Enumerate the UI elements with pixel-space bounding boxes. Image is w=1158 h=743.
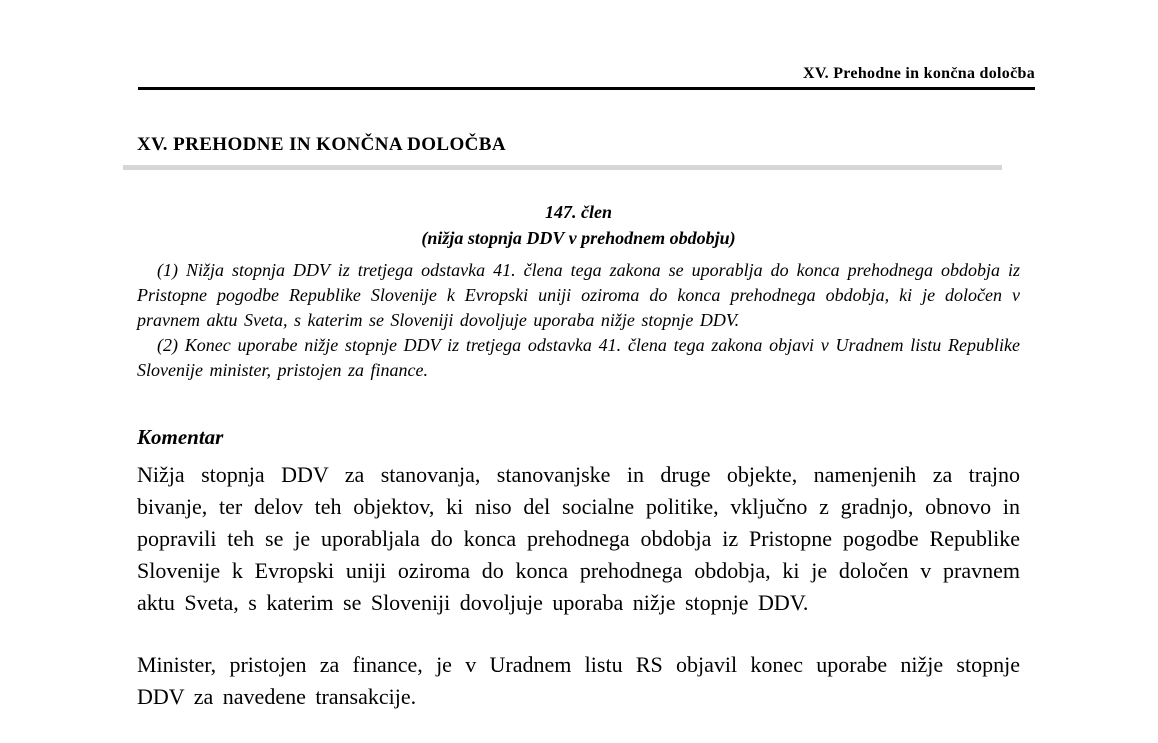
running-header bbox=[138, 64, 1035, 84]
komentar-paragraph-1: Nižja stopnja DDV za stanovanja, stanovanjske in druge objekte, namenjenih za trajno bivanje, ter delov teh objektov, ki niso del socialne politike, vključno z gradnjo, obnovo in popravili teh se je uporabljala do konca prehodnega obdobja iz Pristopne pogodbe Republike Slovenije k Evropski uniji oziroma do konca prehodnega obdobja, ki je določen v pravnem aktu Sveta, s katerim se Sloveniji dovoljuje uporaba nižje stopnje DDV. bbox=[137, 462, 1020, 615]
law-paragraph-1: (1) Nižja stopnja DDV iz tretjega odstavka 41. člena tega zakona se uporablja do konca prehodnega obdobja iz Pristopne pogodbe Republike Slovenije k Evropski uniji oziroma do konca prehodnega obdobja, ki je določen v pravnem aktu Sveta, s katerim se Sloveniji dovoljuje uporaba nižje stopnje DDV. bbox=[137, 260, 1020, 330]
header-rule bbox=[138, 87, 1035, 90]
running-header-text: XV. Prehodne in končna določba bbox=[802, 65, 1035, 82]
section-rule bbox=[123, 165, 1002, 170]
law-paragraph-2: (2) Konec uporabe nižje stopnje DDV iz tretjega odstavka 41. člena tega zakona objavi v Uradnem listu Republike Slovenije minister, pristojen za finance. bbox=[137, 335, 1020, 380]
article-number: 147. člen bbox=[545, 202, 612, 222]
section-heading: XV. PREHODNE IN KONČNA DOLOČBA bbox=[137, 134, 506, 155]
komentar-paragraph-2: Minister, pristojen za finance, je v Uradnem listu RS objavil konec uporabe nižje stopnje DDV za navedene transakcije. bbox=[137, 652, 1020, 709]
komentar-heading: Komentar bbox=[137, 425, 224, 449]
article-title: (nižja stopnja DDV v prehodnem obdobju) bbox=[421, 228, 736, 248]
